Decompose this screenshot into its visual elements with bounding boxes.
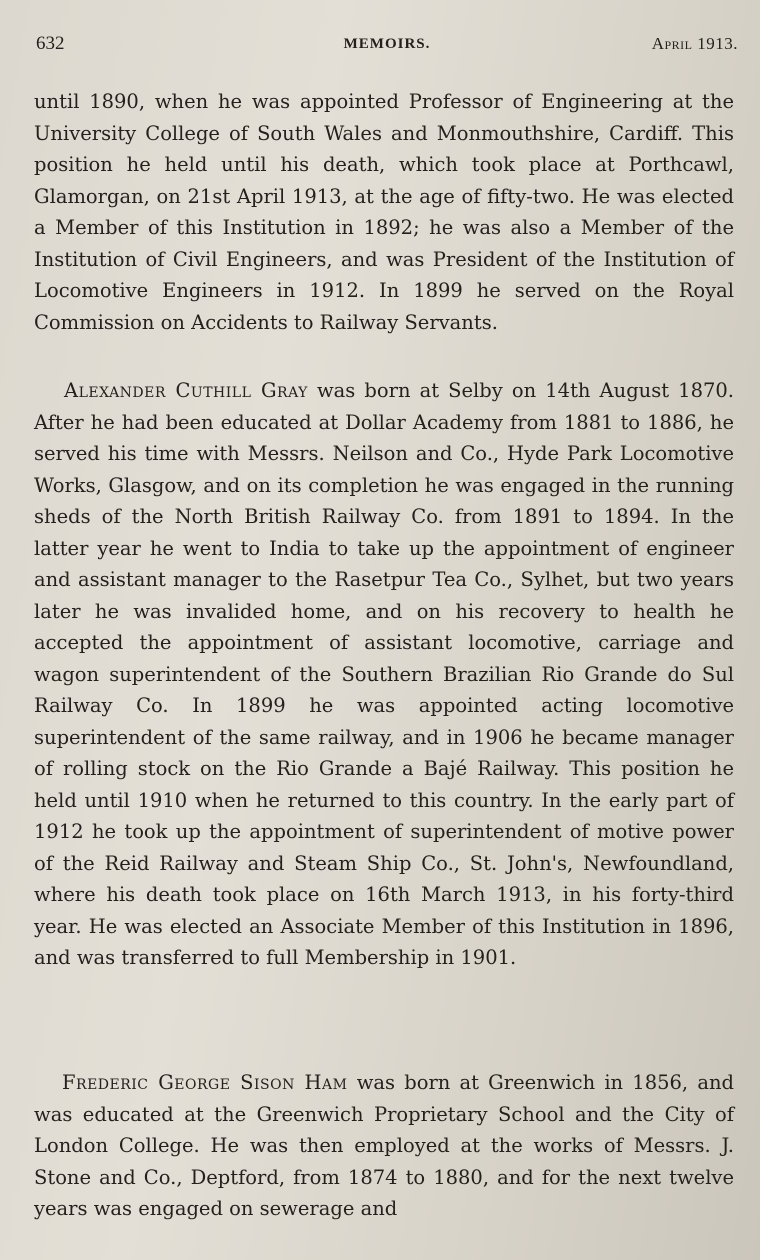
memoir-subject-name: Alexander Cuthill Gray [64,379,308,402]
memoir-paragraph-ham [34,1067,734,1225]
running-title: MEMOIRS. [343,36,431,52]
paragraph-text: was born at Selby on 14th August 1870. After he had been educated at Dollar Academy from 1881 to 1886, he served his time with Messrs. Neilson and Co., Hyde Park Locomotive Works, Glasgow, and on its completion he was engaged in the running sheds of the North British Railway Co. from 1891 to 1894. In the latter year he went to India to take up the appointment of engineer and assistant manager to the Rasetpur Tea Co., Sylhet, but two years later he was invalided home, and on his recovery to health he accepted the appointment of assistant locomotive, carriage and wagon superintendent of the Southern Brazilian Rio Grande do Sul Railway Co. In 1899 he was appointed acting locomotive superintendent of the same railway, and in 1906 he became manager of rolling stock on the Rio Grande a Bajé Railway. This position he held until 1910 when he returned to this country. In the early part of 1912 he took up the appointment of superintendent of motive power of the Reid Railway and Steam Ship Co., St. John's, Newfoundland, where his death took place on 16th March 1913, in his forty-third year. He was elected an Associate Member of this Institution in 1896, and was transferred to full Membership in 1901. [34,379,734,969]
page-header [36,33,738,59]
memoir-paragraph-gray [34,375,734,974]
paragraph-text: until 1890, when he was appointed Professor of Engineering at the University College of South Wales and Monmouthshire, Cardiff. This position he held until his death, which took place at Porthcawl, Glamorgan, on 21st April 1913, at the age of fifty-two. He was elected a Member of this Institution in 1892; he was also a Member of the Institution of Civil Engineers, and was President of the Institution of Locomotive Engineers in 1912. In 1899 he served on the Royal Commission on Accidents to Railway Servants. [34,90,734,334]
paragraph-text: was born at Greenwich in 1856, and was educated at the Greenwich Proprietary School and the City of London College. He was then employed at the works of Messrs. J. Stone and Co., Deptford, from 1874 to 1880, and for the next twelve years was engaged on sewerage and [34,1071,734,1220]
page-number: 632 [36,33,65,54]
paragraph-continuation [34,86,734,338]
header-date: April 1913. [651,34,738,53]
memoir-subject-name: Frederic George Sison Ham [62,1071,348,1094]
